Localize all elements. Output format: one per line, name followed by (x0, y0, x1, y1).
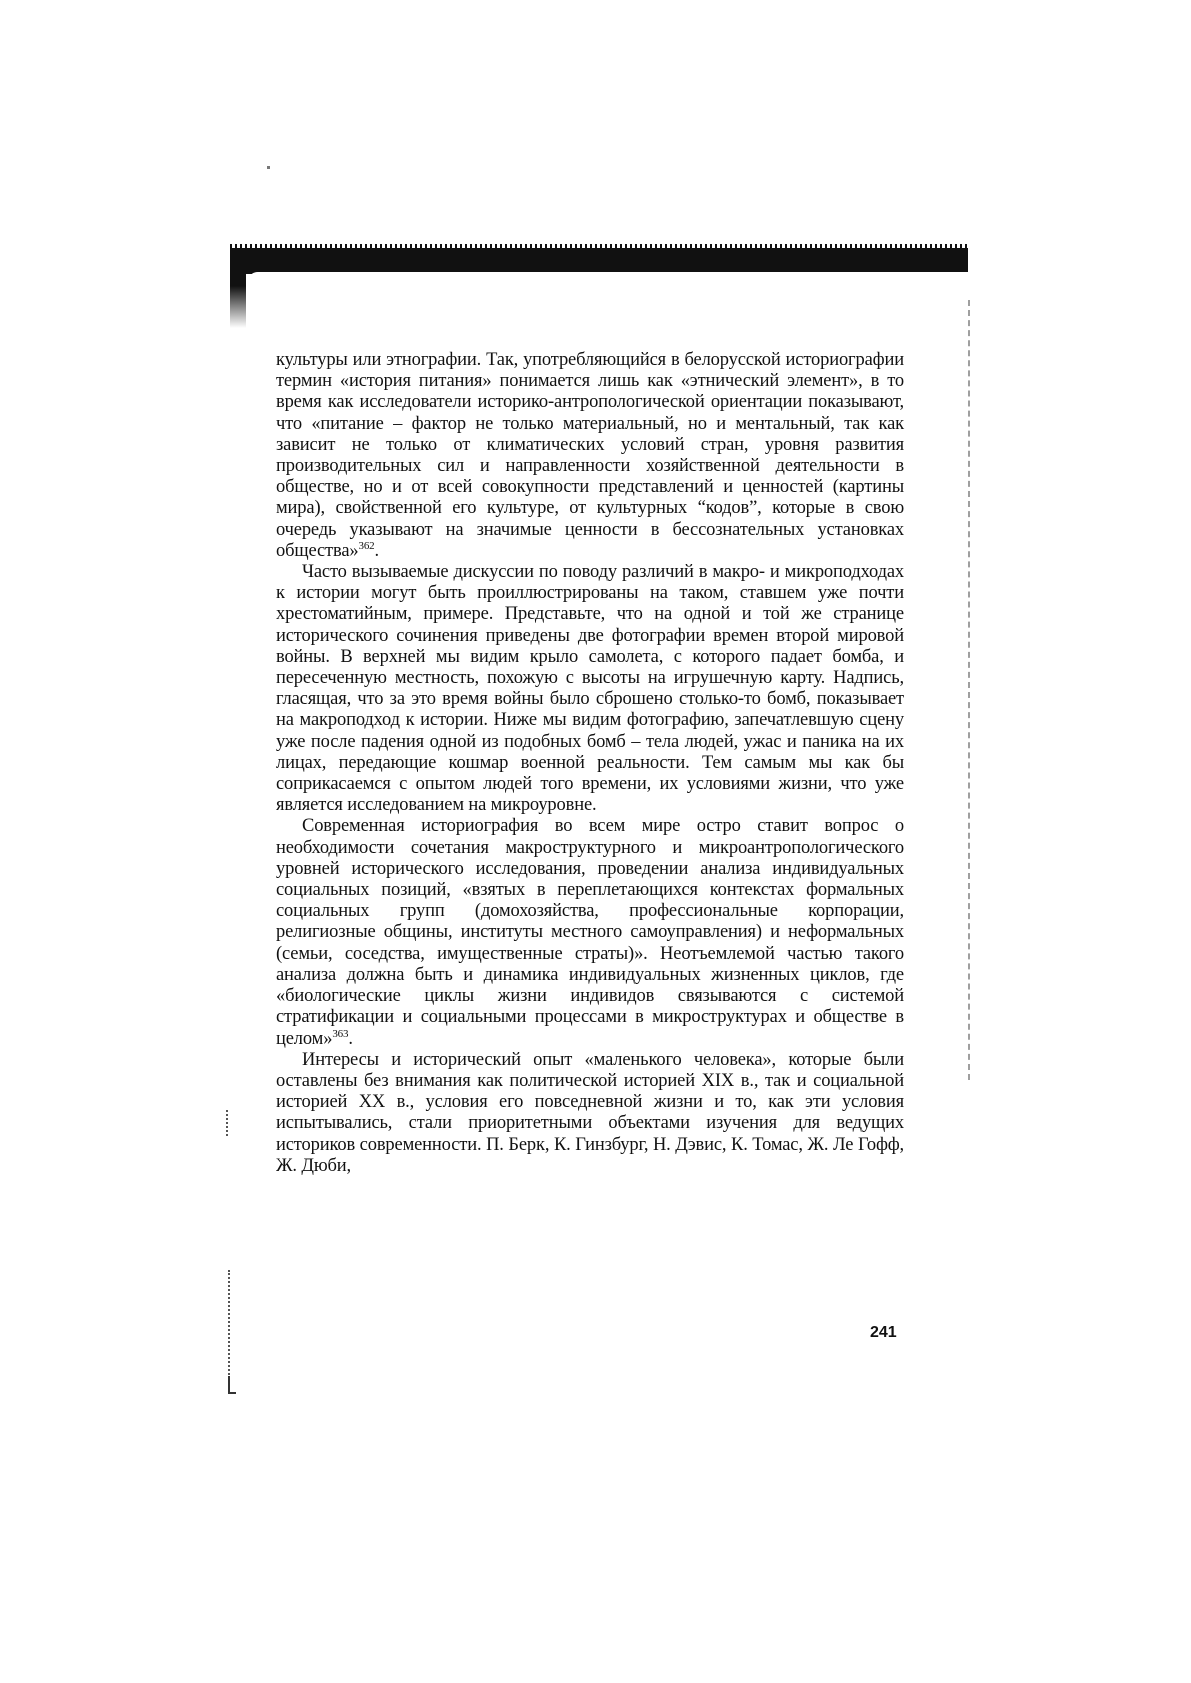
paragraph-2 (276, 562, 904, 816)
page-number: 241 (870, 1324, 897, 1341)
scan-top-band (230, 248, 968, 274)
scan-page-corner (244, 272, 968, 294)
footnote-ref: 362 (358, 539, 375, 552)
scan-left-mark (226, 1110, 228, 1136)
scan-speck (267, 166, 270, 169)
paragraph-4 (276, 1050, 904, 1177)
paragraph-text: Современная историография во всем мире остро ставит вопрос о необходимости сочетания макроструктурного и микроантропологического уровней исторического исследования, проведении анализа индивидуальных социальных позиций, «взятых в переплетающихся контекстах формальных социальных групп (домохозяйства, профессиональные корпорации, религиозные общины, институты местного самоуправления) и неформальных (семьи, соседства, имущественные страты)». Неотъемлемой частью такого анализа должна быть и динамика индивидуальных жизненных циклов, где «биологические циклы жизни индивидов связываются с системой стратификации и социальными процессами в микроструктурах и обществе в целом» (276, 816, 904, 1049)
scan-left-corner (228, 1376, 236, 1394)
scan-left-shadow (230, 268, 246, 328)
paragraph-text: Интересы и исторический опыт «маленького человека», которые были оставлены без внимания как политической историей XIX в., так и социальной историей XX в., условия его повседневной жизни и то, как эти условия испытывались, стали приоритетными объектами изучения для ведущих историков современности. П. Берк, К. Гинзбург, Н. Дэвис, К. Томас, Ж. Ле Гофф, Ж. Дюби, (276, 1049, 904, 1176)
scan-right-edge (968, 300, 970, 1080)
paragraph-tail: . (348, 1028, 353, 1049)
paragraph-3 (276, 816, 904, 1049)
paragraph-tail: . (374, 540, 380, 561)
scan-left-edge (228, 1270, 230, 1390)
paragraph-text: Часто вызываемые дискуссии по поводу различий в макро- и микроподходах к истории могут быть проиллюстрированы на таком, ставшем уже почти хрестоматийным, примере. Представьте, что на одной и той же странице исторического сочинения приведены две фотографии времен второй мировой войны. В верхней мы видим крыло самолета, с которого падает бомба, и пересеченную местность, похожую с высоты на игрушечную карту. Надпись, гласящая, что за это время войны было сброшено столько-то бомб, показывает на макроподход к истории. Ниже мы видим фотографию, запечатлевшую сцену уже после падения одной из подобных бомб – тела людей, ужас и паника на их лицах, передающие кошмар военной реальности. Тем самым мы как бы соприкасаемся с опытом людей того времени, их условиями жизни, что уже является исследованием на микроуровне. (276, 562, 904, 816)
body-text (276, 350, 904, 1177)
footnote-ref: 363 (332, 1027, 349, 1040)
paragraph-text: культуры или этнографии. Так, употребляющийся в белорусской историографии термин «история питания» понимается лишь как «этнический элемент», в то время как исследователи историко-антропологической ориентации показывают, что «питание – фактор не только материальный, но и ментальный, так как зависит не только от климатических условий стран, уровня развития производительных сил и направленности хозяйственной деятельности в обществе, но и от всей совокупности представлений и ценностей (картины мира), свойственной его культуре, от культурных “кодов”, которые в свою очередь указывают на значимые ценности в бессознательных установках общества» (276, 350, 904, 561)
paragraph-1 (276, 350, 904, 562)
